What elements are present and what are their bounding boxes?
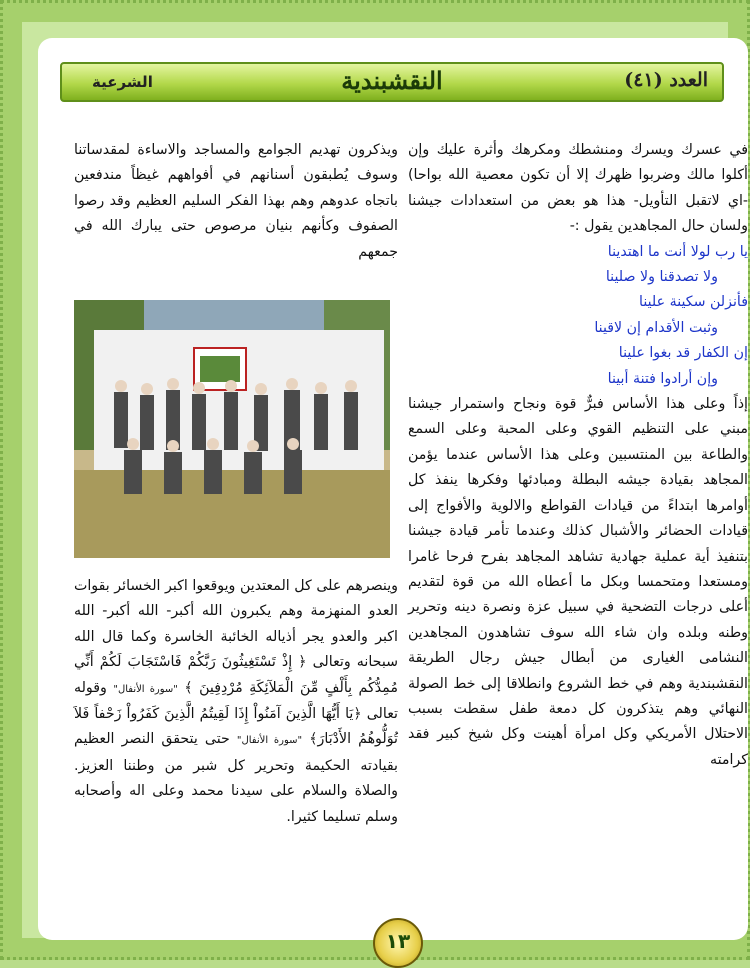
left-text-part-2: وقوله تعالى ﴿يَا أَيُّهَا الَّذِينَ آمَنُواْ إِذَا لَقِيتُمُ الَّذِينَ كَفَرُواْ زَحْفاً فَلاَ تُوَلُّوهُمُ الأَدْبَارَ﴾ — [74, 679, 398, 748]
poem-line-3: فأنزلن سكينة علينا — [639, 294, 748, 311]
magazine-logo: النقشبندية — [341, 66, 443, 95]
left-column-top — [74, 138, 398, 265]
left-paragraph-bottom — [74, 574, 398, 830]
right-column — [408, 138, 748, 773]
issue-number: العدد (٤١) — [624, 69, 708, 91]
poem-line-6: وإن أرادوا فتنة أبينا — [607, 370, 718, 387]
poem-line-5: إن الكفار قد بغوا علينا — [618, 345, 748, 362]
fighters-photo — [74, 300, 390, 558]
page-content-area — [38, 38, 748, 940]
page-header — [60, 62, 724, 102]
section-name: الشرعية — [92, 73, 153, 91]
left-column-bottom — [74, 574, 398, 830]
poem-line-2: ولا تصدقنا ولا صلينا — [605, 269, 718, 286]
left-text-part-1: وينصرهم على كل المعتدين ويوقعوا اكبر الخسائر بقوات العدو المنهزمة وهم يكبرون الله أكبر- الله أكبر- الله اكبر والعدو يجر أذياله الخائبة الخاسرة وكما قال الله سبحانه وتعالى ﴿ إِذْ تَسْتَغِيثُونَ رَبَّكُمْ فَاسْتَجَابَ لَكُمْ أَنِّي مُمِدُّكُم بِأَلْفٍ مِّنَ الْمَلآئِكَةِ مُرْدِفِينَ ﴾ — [74, 578, 398, 696]
page-number-badge: ١٣ — [373, 918, 423, 968]
poem-line-4: وثبت الأقدام إن لاقينا — [594, 319, 718, 336]
right-paragraph-2: إذاً وعلى هذا الأساس فبرٌّ قوة ونجاح واستمرار جيشنا مبني على التنظيم القوي وعلى المحبة وعلى السمع والطاعة بين المنتسبين وعلى هذا الأساس عندما يؤمن المجاهد بقيادة جيشه البطلة ومبادئها وفكرها ينفذ كل أوامرها ابتداءً من قيادات القواطع والالوية والأفواج إلى قيادات الحضائر والأشبال كذلك وعندما تأمر قيادة جيشنا بتنفيذ أية عملية جهادية تشاهد المجاهد بفرح فرحا غامرا ومستعدا ومتحمسا وبكل ما أعطاه الله من قوة لتقديم أعلى درجات التضحية في سبيل عزة ونصرة دينه وتحرير وطنه وبلده وان شاء الله سوف تشاهدون المجاهدين النشامى الغيارى من أبطال جيش رجال الطريقة النقشبندية وهم في خط الشروع وانطلاقا إلى خط الصولة النهائي وهم يتذكرون كل دمعة طفل سقطت بسبب الاحتلال الأمريكي وكل امرأة أهينت وكل شيخ كبير فقد كرامته — [408, 396, 748, 768]
photo-illustration — [74, 300, 390, 558]
left-paragraph-top: ويذكرون تهديم الجوامع والمساجد والاساءة لمقدساتنا وسوف يُطبقون أسنانهم في أفواههم غيظاً مندفعين باتجاه عدوهم وهم بهذا الفكر السليم العظيم وقد رصوا الصفوف وكأنهم بنيان مرصوص حتى يبارك الله في جمعهم — [74, 142, 398, 260]
poem-line-1: يا رب لولا أنت ما اهتدينا — [607, 243, 748, 260]
right-paragraph-1: في عسرك ويسرك ومنشطك ومكرهك وأثرة عليك وإن أكلوا مالك وضربوا ظهرك إلا أن تكون معصية الله بواحا) -اي لاتقبل التأويل- هذا هو بعض من استعدادات جيشنا ولسان حال المجاهدين يقول :- — [408, 142, 748, 235]
surah-reference-1: "سورة الأنفال" — [113, 683, 178, 695]
left-text-part-3: حتى يتحقق النصر العظيم بقيادته الحكيمة وتحرير كل شبر من وطننا العزيز. والصلاة والسلام على سيدنا محمد وعلى اله وأصحابه وسلم تسليما كثيرا. — [74, 731, 398, 825]
surah-reference-2: "سورة الأنفال" — [236, 735, 303, 747]
